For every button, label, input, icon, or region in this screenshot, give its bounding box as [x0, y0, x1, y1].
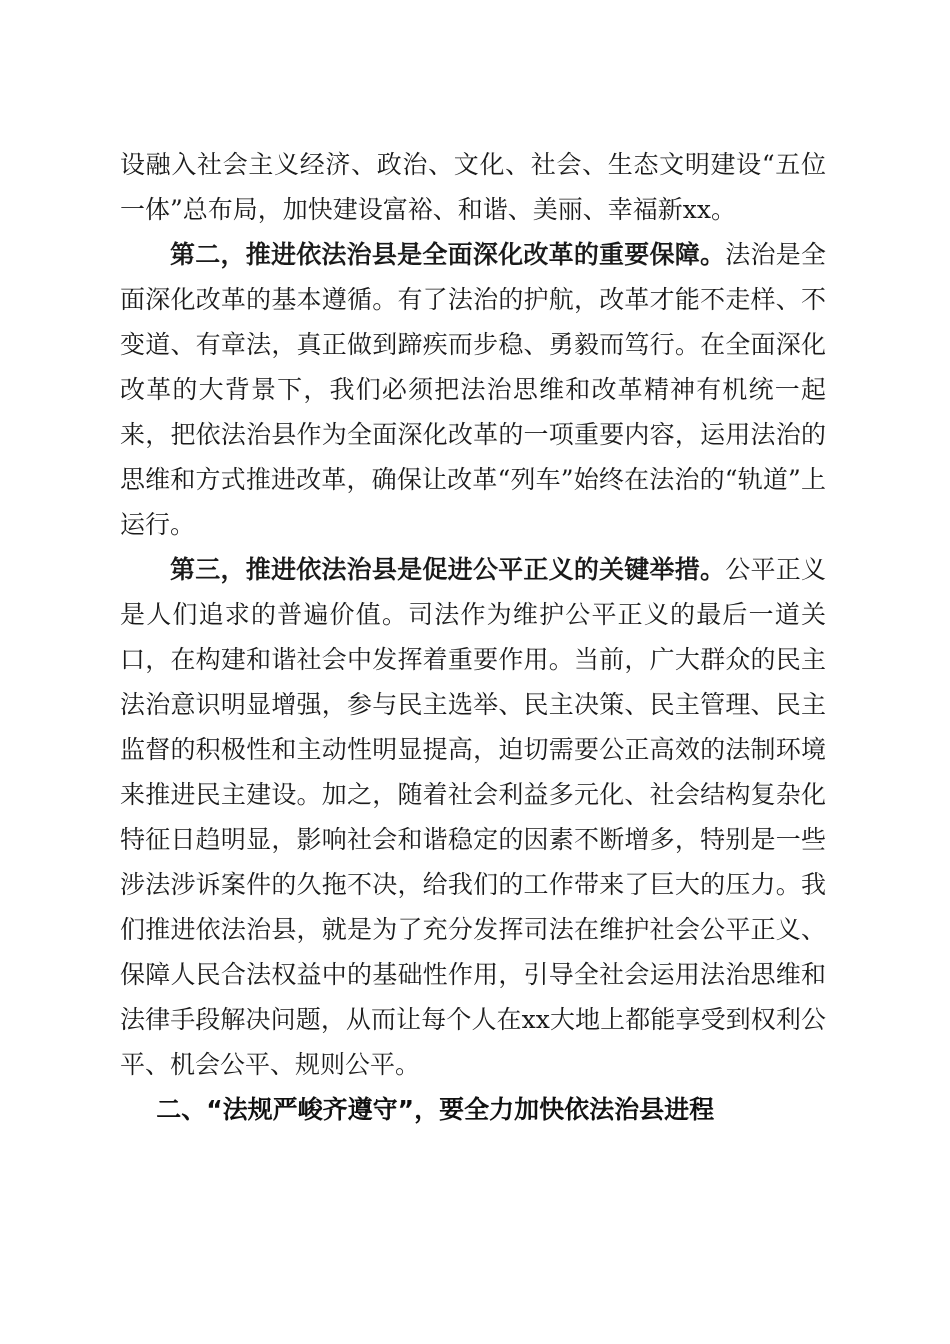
document-body — [120, 142, 826, 1132]
paragraph-continuation — [120, 142, 826, 232]
paragraph-text: 公平正义是人们追求的普遍价值。司法作为维护公平正义的最后一道关口，在构建和谐社会中发挥着重要作用。当前，广大群众的民主法治意识明显增强，参与民主选举、民主决策、民主管理、民主监督的积极性和主动性明显提高，迫切需要公正高效的法制环境来推进民主建设。加之，随着社会利益多元化、社会结构复杂化特征日趋明显，影响社会和谐稳定的因素不断增多，特别是一些涉法涉诉案件的久拖不决，给我们的工作带来了巨大的压力。我们推进依法治县，就是为了充分发挥司法在维护社会公平正义、保障人民合法权益中的基础性作用，引导全社会运用法治思维和法律手段解决问题，从而让每个人在xx大地上都能享受到权利公平、机会公平、规则公平。 — [120, 555, 826, 1079]
paragraph-text: 法治是全面深化改革的基本遵循。有了法治的护航，改革才能不走样、不变道、有章法，真正做到蹄疾而步稳、勇毅而笃行。在全面深化改革的大背景下，我们必须把法治思维和改革精神有机统一起来，把依法治县作为全面深化改革的一项重要内容，运用法治的思维和方式推进改革，确保让改革“列车”始终在法治的“轨道”上运行。 — [120, 240, 826, 539]
paragraph-text: 设融入社会主义经济、政治、文化、社会、生态文明建设“五位一体”总布局，加快建设富裕、和谐、美丽、幸福新xx。 — [120, 150, 826, 224]
paragraph-third-point — [120, 547, 826, 1087]
section-heading: 二、“法规严峻齐遵守”，要全力加快依法治县进程 — [156, 1095, 715, 1124]
paragraph-second-point — [120, 232, 826, 547]
paragraph-lead-sentence: 第三，推进依法治县是促进公平正义的关键举措。 — [170, 555, 726, 584]
paragraph-lead-sentence: 第二，推进依法治县是全面深化改革的重要保障。 — [170, 240, 726, 269]
